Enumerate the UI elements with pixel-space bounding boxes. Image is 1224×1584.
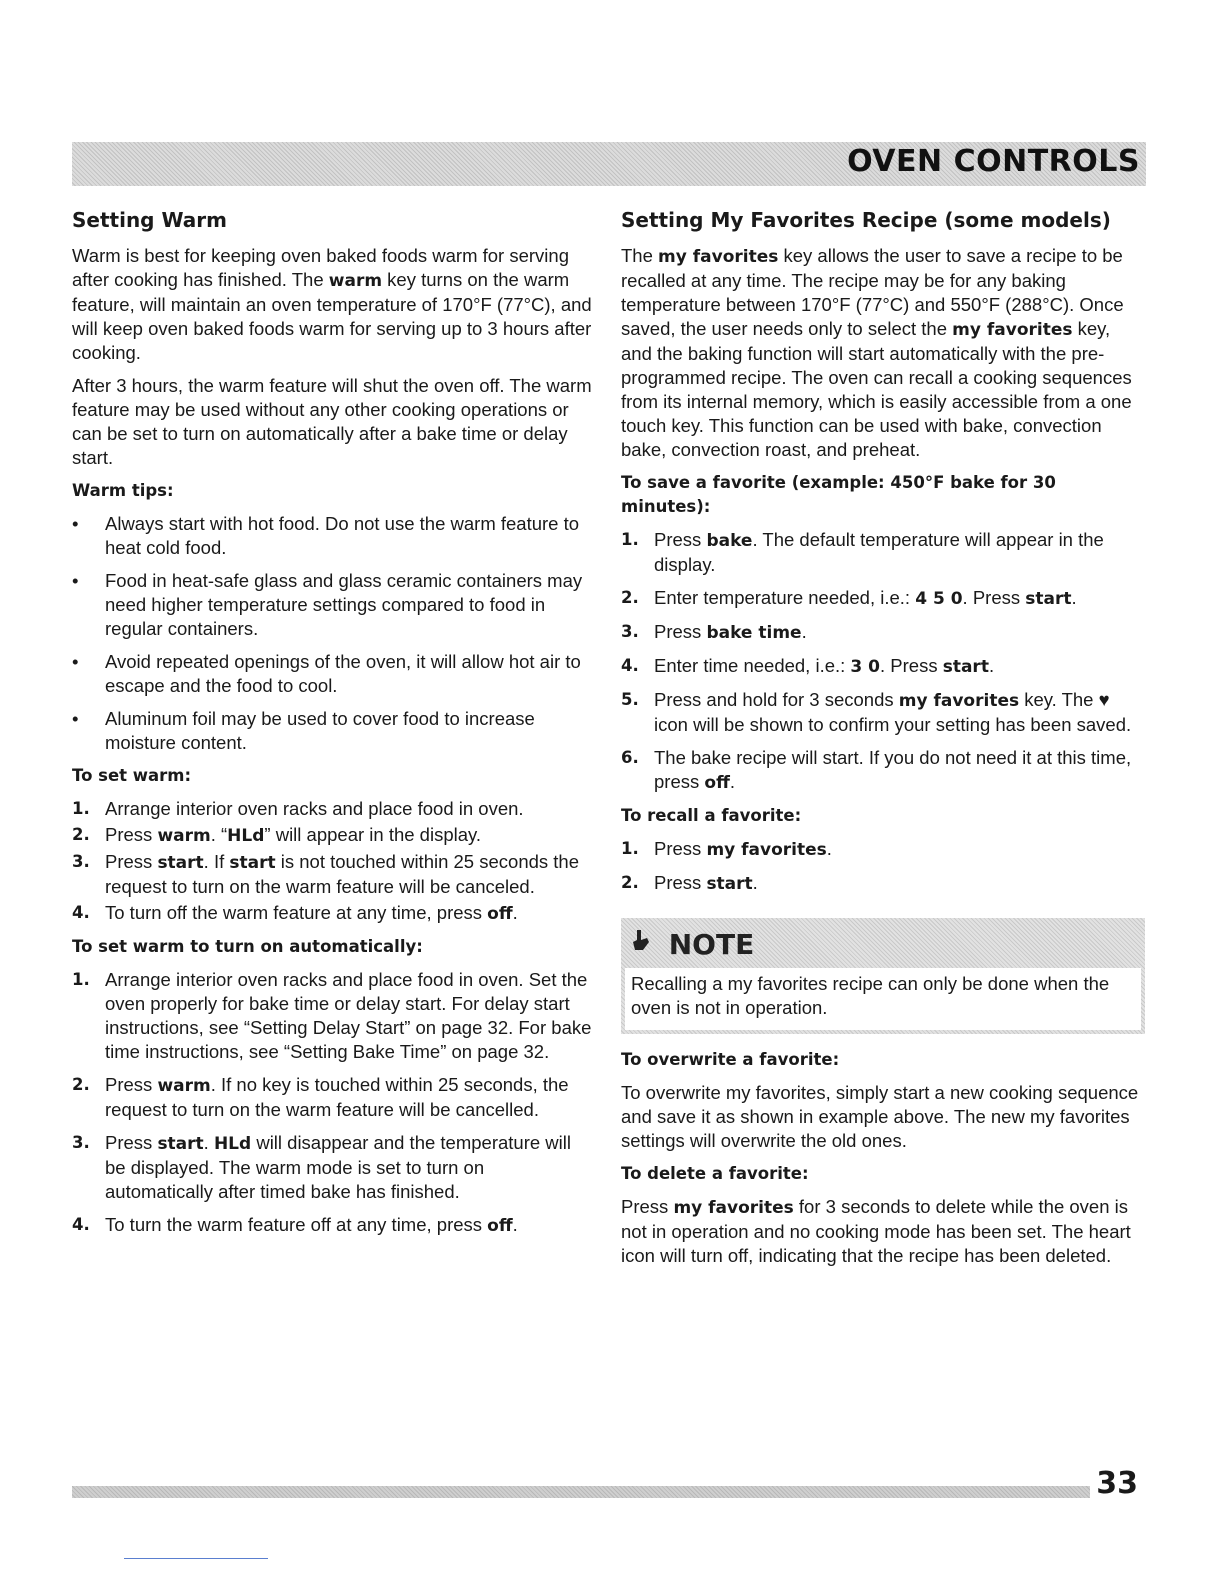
key-term: warm bbox=[157, 826, 211, 846]
footer-line bbox=[124, 1558, 268, 1559]
step-item: 1. Press my favorites. bbox=[621, 838, 832, 860]
save-favorite-heading: To save a favorite (example: 450°F bake for 30 minutes): bbox=[621, 473, 1056, 516]
footer-bar bbox=[72, 1486, 1090, 1498]
key-term: off bbox=[487, 1216, 513, 1236]
step-number: 3. bbox=[72, 852, 90, 871]
step-number: 1. bbox=[72, 799, 90, 818]
recall-favorite-steps bbox=[621, 837, 1143, 896]
key-term: bake time bbox=[706, 623, 802, 643]
step-number: 2. bbox=[621, 873, 639, 892]
step-item: 1. Press bake. The default temperature will appear in the display. bbox=[621, 529, 1104, 575]
step-number: 3. bbox=[72, 1133, 90, 1152]
list-item: • Aluminum foil may be used to cover food to increase moisture content. bbox=[72, 707, 592, 755]
overwrite-favorite-heading: To overwrite a favorite: bbox=[621, 1050, 840, 1069]
step-item: 5. Press and hold for 3 seconds my favorites key. The ♥ icon will be shown to confirm your setting has been saved. bbox=[621, 689, 1132, 735]
step-item: 1. Arrange interior oven racks and place food in oven. bbox=[72, 798, 524, 819]
favorites-heading: Setting My Favorites Recipe (some models) bbox=[621, 208, 1111, 232]
page-number: 33 bbox=[1096, 1466, 1138, 1501]
step-number: 2. bbox=[72, 1075, 90, 1094]
left-column bbox=[72, 206, 592, 1247]
step-number: 1. bbox=[621, 530, 639, 549]
step-number: 3. bbox=[621, 622, 639, 641]
step-item: 3. Press start. If start is not touched within 25 seconds the request to turn on the warm feature will be canceled. bbox=[72, 851, 579, 897]
recall-favorite-heading: To recall a favorite: bbox=[621, 806, 802, 825]
delete-paragraph: Press my favorites for 3 seconds to delete while the oven is not in operation and no cooking mode has been set. The heart icon will turn off, indicating that the recipe has been deleted. bbox=[621, 1196, 1131, 1266]
key-term: my favorites bbox=[706, 840, 827, 860]
step-number: 1. bbox=[72, 970, 90, 989]
key-term: start bbox=[1025, 589, 1072, 609]
key-term: off bbox=[487, 904, 513, 924]
note-box bbox=[621, 918, 1145, 1034]
key-term: HLd bbox=[227, 826, 265, 846]
overwrite-paragraph: To overwrite my favorites, simply start a new cooking sequence and save it as shown in example above. The new my favorites settings will overwrite the old ones. bbox=[621, 1082, 1139, 1151]
key-term: off bbox=[704, 773, 730, 793]
key-term: start bbox=[942, 657, 989, 677]
set-warm-steps bbox=[72, 797, 592, 926]
step-number: 5. bbox=[621, 690, 639, 709]
key-term: start bbox=[706, 874, 753, 894]
step-number: 4. bbox=[72, 1215, 90, 1234]
delete-favorite-heading: To delete a favorite: bbox=[621, 1164, 809, 1183]
step-number: 2. bbox=[621, 588, 639, 607]
key-term: my favorites bbox=[658, 247, 779, 267]
warm-shutoff-paragraph: After 3 hours, the warm feature will shut the oven off. The warm feature may be used without any other cooking operations or can be set to turn on automatically after a bake time or delay start. bbox=[72, 375, 592, 468]
step-item: 2. Enter temperature needed, i.e.: 4 5 0. Press start. bbox=[621, 587, 1077, 609]
step-number: 4. bbox=[72, 903, 90, 922]
section-title: OVEN CONTROLS bbox=[847, 144, 1140, 179]
key-term: bake bbox=[706, 531, 753, 551]
step-number: 6. bbox=[621, 748, 639, 767]
key-term: HLd bbox=[213, 1134, 252, 1154]
warm-tips-list bbox=[72, 512, 592, 755]
step-item: 2. Press start. bbox=[621, 872, 758, 894]
step-item: 4. To turn the warm feature off at any time, press off. bbox=[72, 1214, 518, 1236]
right-column bbox=[621, 206, 1143, 1277]
setting-warm-heading: Setting Warm bbox=[72, 208, 228, 232]
section-banner bbox=[72, 142, 1146, 186]
list-item: • Food in heat-safe glass and glass ceramic containers may need higher temperature settings compared to food in regular containers. bbox=[72, 569, 592, 641]
note-text: Recalling a my favorites recipe can only be done when the oven is not in operation. bbox=[625, 968, 1141, 1030]
list-item: • Always start with hot food. Do not use the warm feature to heat cold food. bbox=[72, 512, 592, 560]
step-item: 6. The bake recipe will start. If you do not need it at this time, press off. bbox=[621, 747, 1132, 793]
key-term: start bbox=[157, 853, 204, 873]
key-term: 3 0 bbox=[850, 657, 880, 677]
step-item: 4. Enter time needed, i.e.: 3 0. Press start. bbox=[621, 655, 995, 677]
save-favorite-steps bbox=[621, 528, 1143, 795]
key-term: warm bbox=[157, 1076, 211, 1096]
warm-intro-paragraph: Warm is best for keeping oven baked foods warm for serving after cooking has finished. The warm key turns on the warm feature, will maintain an oven temperature of 170°F (77°C), and will keep oven baked foods warm for serving up to 3 hours after cooking. bbox=[72, 245, 592, 363]
key-term: start bbox=[229, 853, 276, 873]
note-title: NOTE bbox=[668, 928, 755, 961]
key-term: 4 5 0 bbox=[915, 589, 963, 609]
note-header bbox=[629, 928, 755, 961]
hand-pointer-icon bbox=[629, 928, 661, 961]
favorites-intro-paragraph: The my favorites key allows the user to save a recipe to be recalled at any time. The recipe may be for any baking temperature between 170°F (77°C) and 550°F (288°C). Once saved, the user needs only to select the my favorites key, and the baking function will start automatically with the pre-programmed recipe. The oven can recall a cooking sequences from its internal memory, which is easily accessible from a one touch key. This function can be used with bake, convection bake, convection roast, and preheat. bbox=[621, 245, 1132, 460]
step-item: 3. Press start. HLd will disappear and the temperature will be displayed. The warm mode is set to turn on automatically after timed bake has finished. bbox=[72, 1132, 571, 1202]
step-number: 2. bbox=[72, 825, 90, 844]
step-item: 1. Arrange interior oven racks and place food in oven. Set the oven properly for bake time or delay start. For delay start instructions, see “Setting Delay Start” on page 32. For bake time instructions, see “Setting Bake Time” on page 32. bbox=[72, 969, 592, 1062]
key-term: my favorites bbox=[898, 691, 1020, 711]
step-number: 4. bbox=[621, 656, 639, 675]
list-item: • Avoid repeated openings of the oven, it will allow hot air to escape and the food to cool. bbox=[72, 650, 592, 698]
key-term: my favorites bbox=[673, 1198, 794, 1218]
warm-tips-heading: Warm tips: bbox=[72, 481, 174, 500]
auto-warm-steps bbox=[72, 968, 592, 1238]
auto-warm-heading: To set warm to turn on automatically: bbox=[72, 937, 423, 956]
step-item: 4. To turn off the warm feature at any time, press off. bbox=[72, 902, 518, 924]
set-warm-heading: To set warm: bbox=[72, 766, 192, 785]
step-item: 2. Press warm. “HLd” will appear in the display. bbox=[72, 824, 482, 846]
key-term: my favorites bbox=[952, 320, 1073, 340]
key-term: warm bbox=[328, 271, 383, 291]
step-number: 1. bbox=[621, 839, 639, 858]
key-term: start bbox=[157, 1134, 204, 1154]
step-item: 3. Press bake time. bbox=[621, 621, 807, 643]
step-item: 2. Press warm. If no key is touched within 25 seconds, the request to turn on the warm feature will be cancelled. bbox=[72, 1074, 569, 1120]
